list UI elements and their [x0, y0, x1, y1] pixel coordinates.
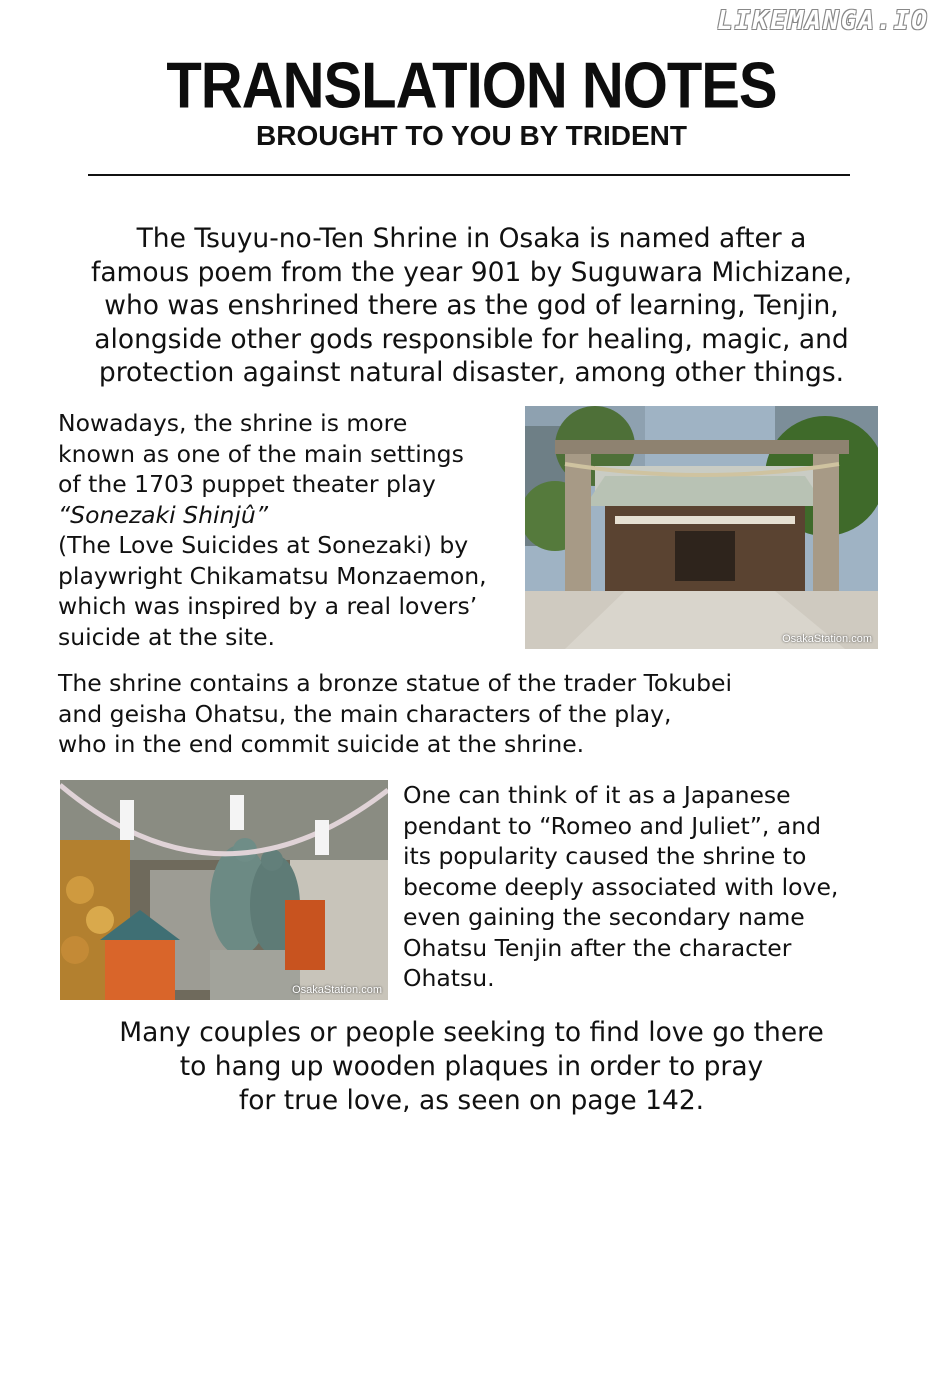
photo-credit: OsakaStation.com [782, 633, 872, 645]
romeo-paragraph [403, 780, 883, 994]
nowadays-line: (The Love Suicides at Sonezaki) by [58, 531, 469, 559]
site-watermark: LIKEMANGA.IO [717, 6, 929, 36]
nowadays-line: suicide at the site. [58, 622, 275, 651]
statue-line: The shrine contains a bronze statue of the trader Tokubei [58, 669, 732, 697]
statue-line: and geisha Ohatsu, the main characters of the play, [58, 699, 672, 728]
statue-paragraph [58, 668, 878, 760]
couples-line: Many couples or people seeking to find love go there [119, 1017, 824, 1048]
nowadays-line: Nowadays, the shrine is more [58, 409, 408, 437]
romeo-line: One can think of it as a Japanese [403, 781, 791, 809]
intro-line: The Tsuyu-no-Ten Shrine in Osaka is named after a [136, 223, 807, 254]
romeo-line: Ohatsu Tenjin after the character [403, 933, 792, 962]
page-title: TRANSLATION NOTES [166, 49, 777, 122]
romeo-line: Ohatsu. [403, 964, 495, 992]
intro-line: alongside other gods responsible for healing, magic, and [94, 323, 849, 355]
photo-credit: OsakaStation.com [292, 984, 382, 996]
intro-line: protection against natural disaster, among other things. [98, 357, 845, 388]
title-divider [88, 174, 850, 176]
couples-line: for true love, as seen on page 142. [238, 1085, 705, 1116]
nowadays-line: playwright Chikamatsu Monzaemon, [58, 561, 487, 590]
couples-paragraph [40, 1016, 903, 1118]
nowadays-paragraph [58, 408, 520, 652]
nowadays-line: which was inspired by a real lovers’ [58, 592, 478, 620]
nowadays-line: “Sonezaki Shinjû” [58, 500, 268, 529]
nowadays-line: of the 1703 puppet theater play [58, 470, 436, 498]
couples-line: to hang up wooden plaques in order to pray [179, 1051, 764, 1082]
intro-line: famous poem from the year 901 by Suguwara Michizane, [90, 256, 852, 288]
page-subtitle: BROUGHT TO YOU BY TRIDENT [256, 120, 687, 151]
romeo-line: become deeply associated with love, [403, 872, 839, 901]
nowadays-line: known as one of the main settings [58, 439, 464, 468]
statue-photo [60, 780, 388, 1000]
romeo-line: its popularity caused the shrine to [403, 842, 807, 870]
shrine-gate-photo [525, 406, 878, 649]
intro-line: who was enshrined there as the god of learning, Tenjin, [104, 290, 839, 321]
romeo-line: even gaining the secondary name [403, 903, 805, 931]
statue-line: who in the end commit suicide at the shrine. [58, 730, 585, 758]
intro-paragraph [40, 222, 903, 390]
romeo-line: pendant to “Romeo and Juliet”, and [403, 811, 822, 840]
